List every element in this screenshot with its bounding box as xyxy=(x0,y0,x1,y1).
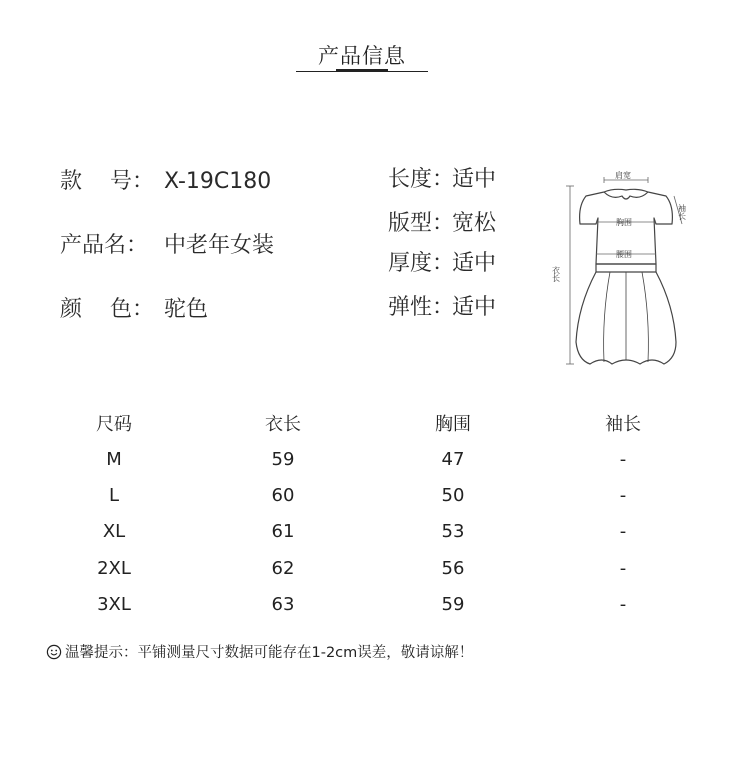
table-cell: - xyxy=(619,521,627,542)
info-label: 长度： xyxy=(388,167,455,192)
diagram-label-shoulder: 肩宽 xyxy=(615,171,631,180)
table-header-sleeve: 袖长 xyxy=(605,414,641,435)
table-cell: 3XL xyxy=(97,594,131,615)
note-text: 温馨提示：平铺测量尺寸数据可能存在1-2cm误差，敬请谅解！ xyxy=(65,645,474,661)
table-cell: 63 xyxy=(271,594,295,615)
measurement-note xyxy=(46,641,473,662)
table-cell: 62 xyxy=(271,558,295,579)
info-fit xyxy=(388,206,496,237)
table-cell: - xyxy=(619,485,627,506)
table-cell: 2XL xyxy=(97,558,131,579)
info-value: 宽松 xyxy=(452,211,497,236)
info-color xyxy=(60,292,208,323)
info-label: 厚度： xyxy=(388,251,455,276)
dress-diagram-icon xyxy=(551,166,696,374)
table-header-chest: 胸围 xyxy=(435,414,471,435)
info-label: 产品名： xyxy=(60,233,149,258)
info-value: X-19C180 xyxy=(164,169,272,194)
info-elasticity xyxy=(388,290,496,321)
smile-icon xyxy=(46,644,62,660)
table-cell: 53 xyxy=(441,521,465,542)
table-header-length: 衣长 xyxy=(265,414,301,435)
table-cell: XL xyxy=(102,521,126,542)
table-cell: 50 xyxy=(441,485,465,506)
info-label: 弹性： xyxy=(388,295,455,320)
info-label: 款 号： xyxy=(60,169,154,194)
info-value: 驼色 xyxy=(164,297,209,322)
info-style-number xyxy=(60,164,271,195)
section-title: 产品信息 xyxy=(318,44,406,68)
info-value: 适中 xyxy=(452,251,497,276)
table-cell: - xyxy=(619,449,627,470)
diagram-label-waist: 腰围 xyxy=(616,250,632,259)
info-thickness xyxy=(388,246,496,277)
diagram-label-length: 衣长 xyxy=(551,266,561,282)
info-label: 版型： xyxy=(388,211,455,236)
table-header-size: 尺码 xyxy=(96,414,132,435)
info-length xyxy=(388,162,496,193)
info-value: 适中 xyxy=(452,295,497,320)
table-cell: 47 xyxy=(441,449,465,470)
info-value: 适中 xyxy=(452,167,497,192)
table-cell: 59 xyxy=(441,594,465,615)
info-value: 中老年女装 xyxy=(164,233,275,258)
section-header xyxy=(296,36,428,76)
table-cell: M xyxy=(106,449,122,470)
table-cell: 60 xyxy=(271,485,295,506)
table-cell: 61 xyxy=(271,521,295,542)
diagram-label-sleeve: 袖长 xyxy=(677,204,687,220)
info-label: 颜 色： xyxy=(60,297,154,322)
table-cell: - xyxy=(619,594,627,615)
info-product-name xyxy=(60,228,274,259)
title-underline-accent xyxy=(336,69,388,72)
table-cell: 59 xyxy=(271,449,295,470)
diagram-label-chest: 胸围 xyxy=(616,218,632,227)
table-cell: - xyxy=(619,558,627,579)
table-cell: 56 xyxy=(441,558,465,579)
table-cell: L xyxy=(108,485,120,506)
